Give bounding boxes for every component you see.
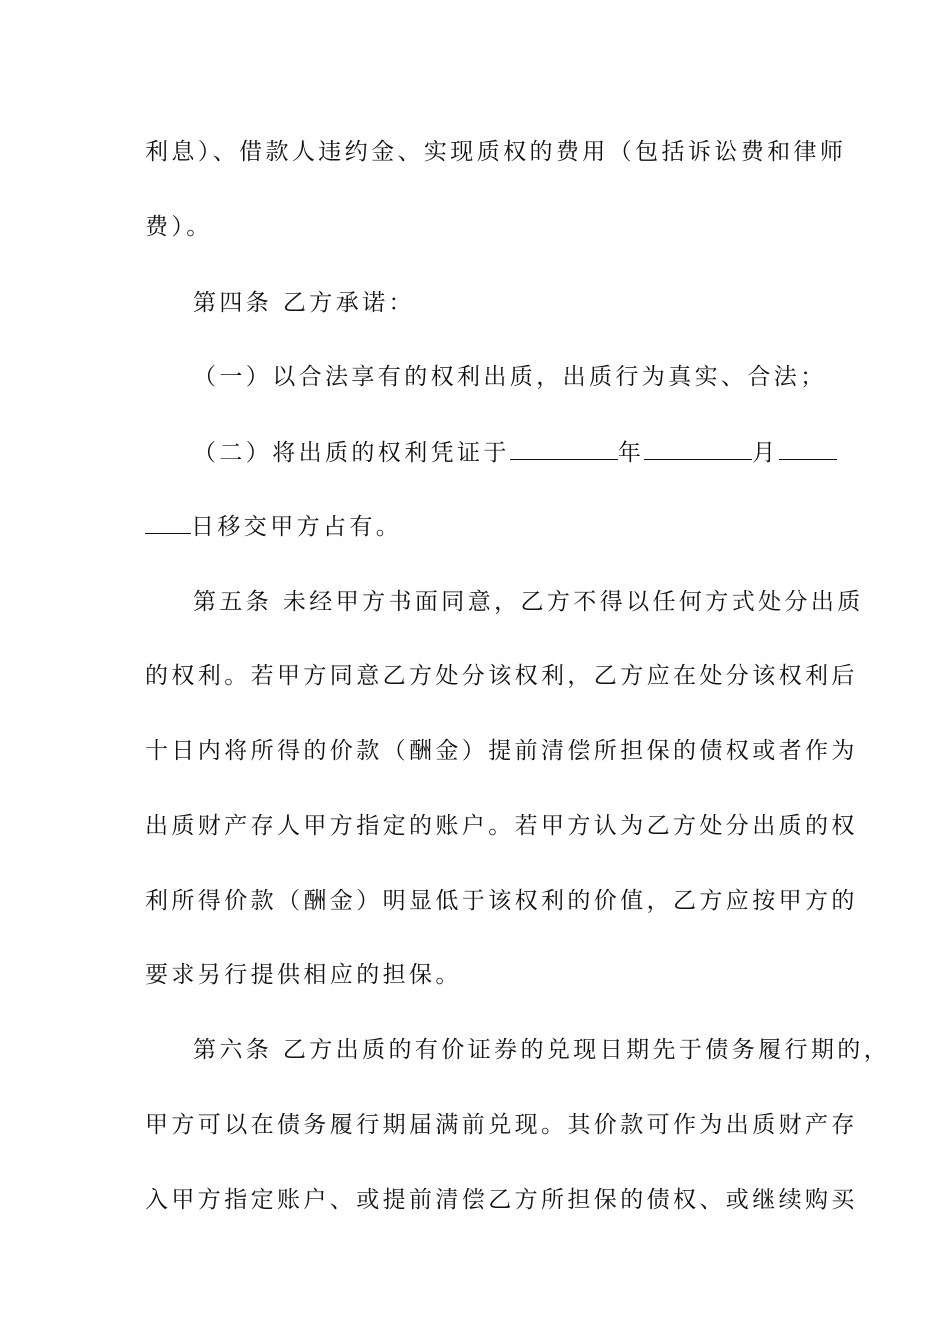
paragraph-line: 十日内将所得的价款（酬金）提前清偿所担保的债权或者作为 <box>145 738 858 764</box>
clause-1: （一）以合法享有的权利出质，出质行为真实、合法； <box>193 364 827 390</box>
year-blank <box>510 433 618 460</box>
paragraph-line: 利所得价款（酬金）明显低于该权利的价值，乙方应按甲方的 <box>145 888 858 914</box>
clause-2-prefix: （二）将出质的权利凭证于 <box>193 440 510 466</box>
article-6-line: 第六条 乙方出质的有价证券的兑现日期先于债务履行期的， <box>193 1037 891 1063</box>
clause-2-suffix: 日移交甲方占有。 <box>191 514 403 540</box>
year-label: 年 <box>617 440 645 466</box>
paragraph-line: 甲方可以在债务履行期届满前兑现。其价款可作为出质财产存 <box>145 1112 858 1138</box>
paragraph-line: 入甲方指定账户、或提前清偿乙方所担保的债权、或继续购买 <box>145 1187 858 1213</box>
clause-2-line <box>193 433 858 473</box>
paragraph-line: 要求另行提供相应的担保。 <box>145 962 462 988</box>
paragraph-line: 利息）、借款人违约金、实现质权的费用（包括诉讼费和律师 <box>145 139 847 165</box>
day-blank-end <box>145 507 191 534</box>
clause-2-continuation <box>145 507 810 547</box>
article-4-heading: 第四条 乙方承诺： <box>193 290 415 316</box>
paragraph-line: 出质财产存人甲方指定的账户。若甲方认为乙方处分出质的权 <box>145 813 858 839</box>
article-5-line: 第五条 未经甲方书面同意，乙方不得以任何方式处分出质 <box>193 589 864 615</box>
paragraph-line: 的权利。若甲方同意乙方处分该权利，乙方应在处分该权利后 <box>145 663 858 689</box>
day-blank-start <box>779 433 837 460</box>
month-label: 月 <box>752 440 779 466</box>
month-blank <box>644 433 752 460</box>
paragraph-line: 费）。 <box>145 214 213 240</box>
